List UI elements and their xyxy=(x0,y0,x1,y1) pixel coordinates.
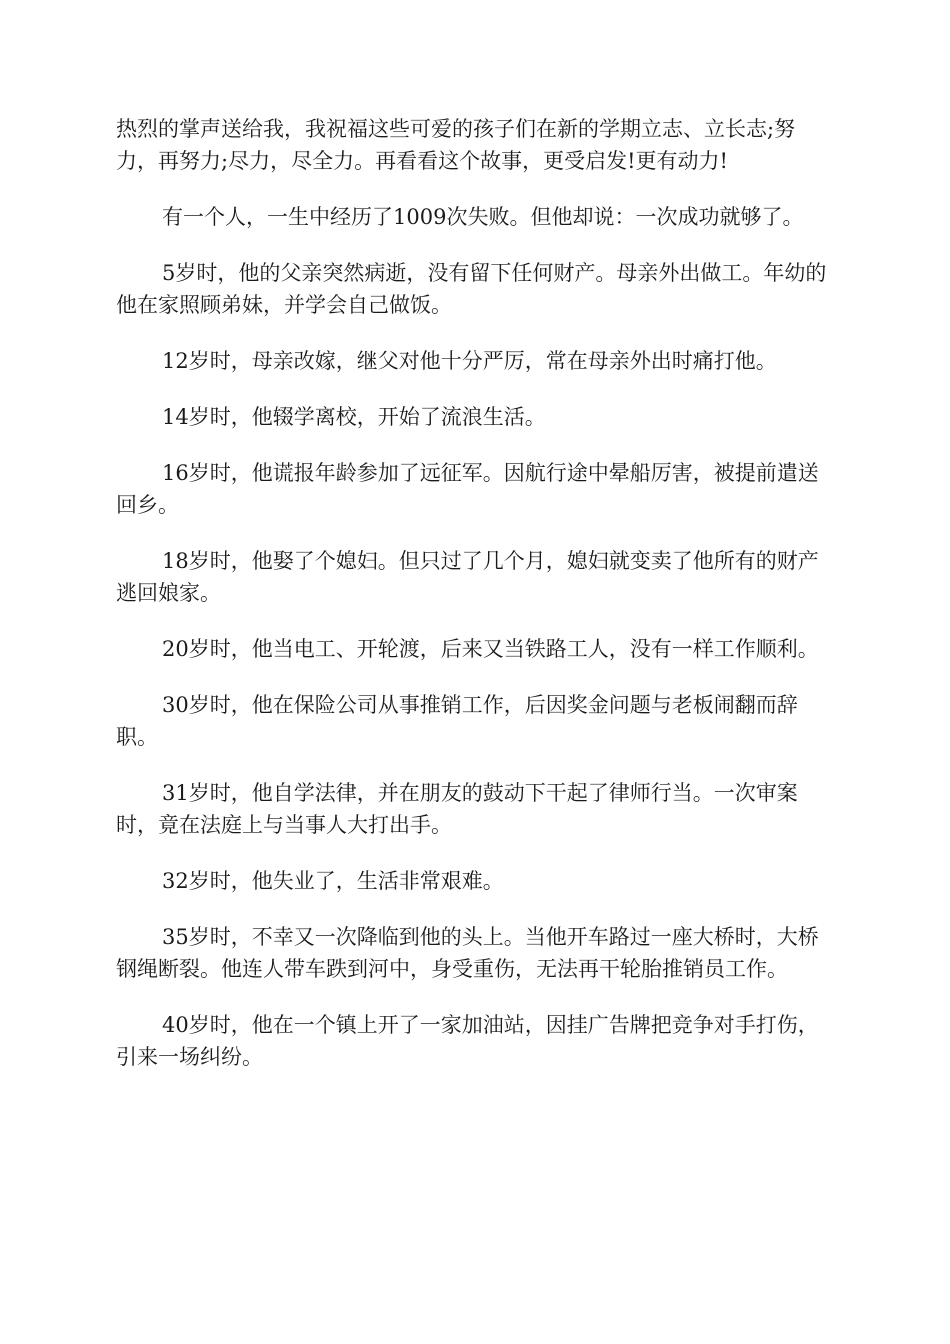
document-body xyxy=(116,113,836,1073)
paragraph-age-14: 14岁时，他辍学离校，开始了流浪生活。 xyxy=(162,405,546,429)
paragraph-age-30: 30岁时，他在保险公司从事推销工作，后因奖金问题与老板闹翻而辞职。 xyxy=(116,693,798,749)
paragraph-intro: 热烈的掌声送给我，我祝福这些可爱的孩子们在新的学期立志、立长志;努力，再努力;尽力，尽全力。再看看这个故事，更受启发!更有动力! xyxy=(116,117,796,173)
paragraph-age-16: 16岁时，他谎报年龄参加了远征军。因航行途中晕船厉害，被提前遣送回乡。 xyxy=(116,461,819,517)
paragraph-age-40: 40岁时，他在一个镇上开了一家加油站，因挂广告牌把竞争对手打伤，引来一场纠纷。 xyxy=(116,1013,819,1069)
paragraph-failures: 有一个人，一生中经历了1009次失败。但他却说：一次成功就够了。 xyxy=(162,205,804,229)
paragraph-age-12: 12岁时，母亲改嫁，继父对他十分严厉，常在母亲外出时痛打他。 xyxy=(162,349,777,373)
paragraph-age-35: 35岁时，不幸又一次降临到他的头上。当他开车路过一座大桥时，大桥钢绳断裂。他连人带车跌到河中，身受重伤，无法再干轮胎推销员工作。 xyxy=(116,925,819,981)
paragraph-age-20: 20岁时，他当电工、开轮渡，后来又当铁路工人，没有一样工作顺利。 xyxy=(162,637,819,661)
paragraph-age-32: 32岁时，他失业了，生活非常艰难。 xyxy=(162,869,504,893)
paragraph-age-18: 18岁时，他娶了个媳妇。但只过了几个月，媳妇就变卖了他所有的财产逃回娘家。 xyxy=(116,549,819,605)
paragraph-age-5: 5岁时，他的父亲突然病逝，没有留下任何财产。母亲外出做工。年幼的他在家照顾弟妹，并学会自己做饭。 xyxy=(116,261,827,317)
paragraph-age-31: 31岁时，他自学法律，并在朋友的鼓动下干起了律师行当。一次审案时，竟在法庭上与当事人大打出手。 xyxy=(116,781,798,837)
